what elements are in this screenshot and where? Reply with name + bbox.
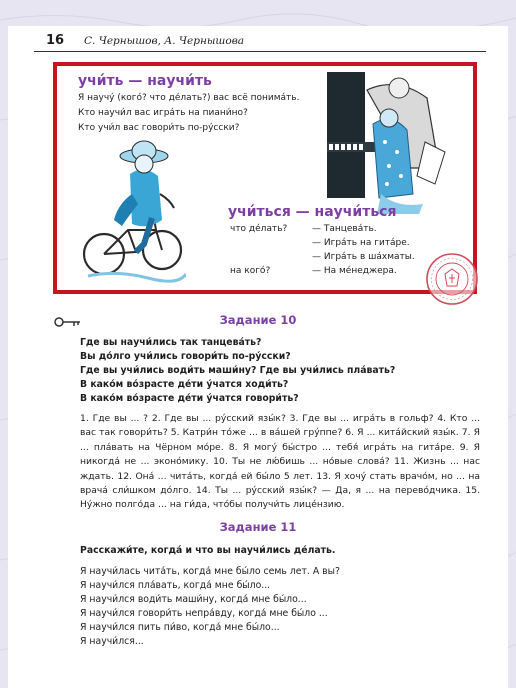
vocab-answer: — На ме́неджера. <box>312 266 397 276</box>
task-10-question: Где вы научи́лись так танцева́ть? <box>80 337 262 348</box>
task-10-question: Где вы учи́лись води́ть маши́ну? Где вы учи́лись пла́вать? <box>80 365 396 376</box>
task-10-exercise <box>80 412 480 513</box>
vocab-line: Я научу́ (кого́? что де́лать?) вас всё понима́ть. <box>78 93 300 103</box>
task-11-line: Я научи́лся пить пи́во, когда́ мне бы́ло... <box>80 622 280 633</box>
vocab-line: Кто учи́л вас говори́ть по-ру́сски? <box>78 123 240 133</box>
task-11-line: Я научи́лся... <box>80 636 144 647</box>
vocab-question: что де́лать? <box>230 224 288 234</box>
library-stamp <box>425 252 479 306</box>
task-11-line: Я научи́лся пла́вать, когда́ мне бы́ло... <box>80 580 271 591</box>
task-10-exercise-text: 1. Где вы ... ? 2. Где вы ... ру́сский язы́к? 3. Где вы ... игра́ть в гольф? 4. Кто ... вас так говори́ть? 5. Катри́н то́же ... в ва́шей гру́ппе? 6. Я ... кита́йский язы́к. 7. Я ... пла́вать на Чёрном мо́ре. 8. Я могу́ бы́стро ... тебя́ игра́ть на гита́ре. 9. Я никогда́ не ... эконо́мику. 10. Ты не лю́бишь ... но́вые слова́? 11. Жизнь ... нас ждать. 12. Она́ ... чита́ть, когда́ ей бы́ло 5 лет. 13. Я хочу́ стать врачо́м, но ... на врача́ сли́шком до́лго. 14. Ты ... ру́сский язы́к? — Да, я ... на перево́дчика. 15. Ну́жно полго́да ... на ги́да, что́бы получи́ть лице́нзию. <box>80 413 480 511</box>
task-10-title: Задание 10 <box>219 313 297 327</box>
page-header <box>28 30 486 50</box>
vocab-question: на кого́? <box>230 266 271 276</box>
task-11-line: Я научи́лся говори́ть непра́вду, когда́ мне бы́ло ... <box>80 608 328 619</box>
piano-lesson-illustration <box>327 72 453 214</box>
vocab-answer: — Игра́ть в ша́хматы. <box>312 252 415 262</box>
page-number: 16 <box>46 33 65 48</box>
task-11-title: Задание 11 <box>219 520 297 534</box>
vocab-heading-uchit: учи́ть — научи́ть <box>78 73 212 89</box>
task-11-instruction: Расскажи́те, когда́ и что вы научи́лись де́лать. <box>80 545 336 556</box>
vocab-answer: — Танцева́ть. <box>312 224 377 234</box>
task-11-line: Я научи́лся води́ть маши́ну, когда́ мне бы́ло... <box>80 594 307 605</box>
cyclist-illustration <box>78 134 186 284</box>
authors: С. Чернышов, А. Чернышова <box>84 35 245 47</box>
vocab-heading-uchitsya: учи́ться — научи́ться <box>228 204 397 220</box>
task-10-question: В како́м во́зрасте де́ти у́чатся говори́ть? <box>80 393 299 404</box>
task-11-line: Я научи́лась чита́ть, когда́ мне бы́ло семь лет. А вы? <box>80 566 340 577</box>
vocab-line: Кто научи́л вас игра́ть на пиани́но? <box>78 108 248 118</box>
task-10-question: В како́м во́зрасте де́ти у́чатся ходи́ть? <box>80 379 289 390</box>
vocab-answer: — Игра́ть на гита́ре. <box>312 238 410 248</box>
header-rule <box>34 51 486 52</box>
task-10-question: Вы до́лго учи́лись говори́ть по-ру́сски? <box>80 351 291 362</box>
